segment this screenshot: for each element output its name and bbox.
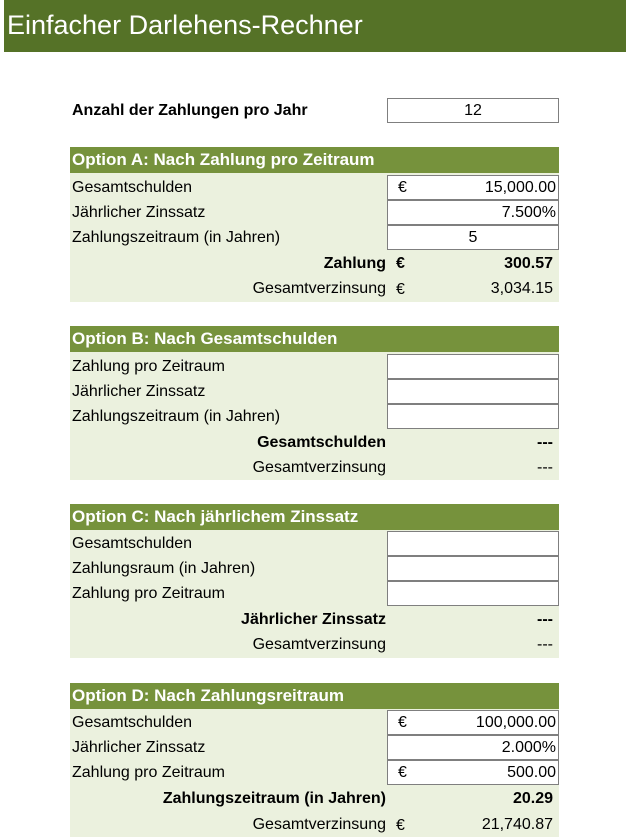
option-d-result-value: 20.29 bbox=[512, 790, 553, 807]
option-a-rate-value: 7.500% bbox=[501, 204, 556, 221]
payments-per-year-value: 12 bbox=[464, 102, 482, 119]
euro-symbol: € bbox=[396, 817, 405, 834]
option-b-interest-value: --- bbox=[537, 459, 553, 476]
option-d-interest-value: 21,740.87 bbox=[481, 816, 553, 833]
option-b-result-label: Gesamtschulden bbox=[257, 434, 386, 451]
option-c-interest-value: --- bbox=[537, 636, 553, 653]
option-b-rate-label: Jährlicher Zinssatz bbox=[72, 383, 206, 400]
option-c-result-value: --- bbox=[537, 611, 553, 628]
option-b-term-input[interactable] bbox=[387, 404, 559, 429]
euro-symbol: € bbox=[398, 764, 407, 781]
option-b-result-value: --- bbox=[537, 434, 553, 451]
page-title: Einfacher Darlehens-Rechner bbox=[4, 0, 626, 52]
option-a-rate-input[interactable] bbox=[387, 200, 559, 225]
option-a-term-value: 5 bbox=[468, 229, 478, 246]
option-b-rate-input[interactable] bbox=[387, 379, 559, 404]
option-c-header: Option C: Nach jährlichem Zinssatz bbox=[70, 504, 559, 530]
euro-symbol: € bbox=[398, 179, 407, 196]
option-c-term-input[interactable] bbox=[387, 556, 559, 581]
option-c-result-label: Jährlicher Zinssatz bbox=[241, 611, 386, 628]
option-a-debt-value: 15,000.00 bbox=[484, 179, 556, 196]
euro-symbol: € bbox=[396, 255, 405, 272]
option-a-term-input[interactable] bbox=[387, 225, 559, 250]
option-d-debt-input[interactable] bbox=[387, 710, 559, 735]
option-c-payment-label: Zahlung pro Zeitraum bbox=[72, 585, 225, 602]
option-a-result-label: Zahlung bbox=[323, 255, 386, 272]
option-d-header: Option D: Nach Zahlungsreitraum bbox=[70, 683, 559, 709]
option-a-interest-label: Gesamtverzinsung bbox=[252, 280, 386, 297]
option-c-interest-label: Gesamtverzinsung bbox=[252, 636, 386, 653]
payments-per-year-input[interactable] bbox=[387, 98, 559, 123]
payments-per-year-label: Anzahl der Zahlungen pro Jahr bbox=[72, 102, 308, 119]
option-b-header: Option B: Nach Gesamtschulden bbox=[70, 326, 559, 352]
option-c-debt-input[interactable] bbox=[387, 531, 559, 556]
euro-symbol: € bbox=[396, 281, 405, 298]
option-b-interest-label: Gesamtverzinsung bbox=[252, 459, 386, 476]
option-d-payment-label: Zahlung pro Zeitraum bbox=[72, 764, 225, 781]
option-c-payment-input[interactable] bbox=[387, 581, 559, 606]
option-c-term-label: Zahlungsraum (in Jahren) bbox=[72, 560, 256, 577]
option-d-rate-label: Jährlicher Zinssatz bbox=[72, 739, 206, 756]
option-a-debt-input[interactable] bbox=[387, 175, 559, 200]
option-a-term-label: Zahlungszeitraum (in Jahren) bbox=[72, 229, 281, 246]
option-d-rate-value: 2.000% bbox=[501, 739, 556, 756]
option-d-debt-value: 100,000.00 bbox=[475, 714, 556, 731]
option-d-result-label: Zahlungszeitraum (in Jahren) bbox=[162, 790, 386, 807]
option-b-term-label: Zahlungszeitraum (in Jahren) bbox=[72, 408, 281, 425]
euro-symbol: € bbox=[398, 714, 407, 731]
option-b-payment-label: Zahlung pro Zeitraum bbox=[72, 358, 225, 375]
option-a-header: Option A: Nach Zahlung pro Zeitraum bbox=[70, 147, 559, 173]
option-a-interest-value: 3,034.15 bbox=[490, 280, 553, 297]
option-d-interest-label: Gesamtverzinsung bbox=[252, 816, 386, 833]
option-a-rate-label: Jährlicher Zinssatz bbox=[72, 204, 206, 221]
option-d-debt-label: Gesamtschulden bbox=[72, 714, 193, 731]
option-d-payment-value: 500.00 bbox=[507, 764, 556, 781]
option-d-payment-input[interactable] bbox=[387, 760, 559, 785]
option-a-debt-label: Gesamtschulden bbox=[72, 179, 193, 196]
option-d-rate-input[interactable] bbox=[387, 735, 559, 760]
option-c-debt-label: Gesamtschulden bbox=[72, 535, 193, 552]
option-b-payment-input[interactable] bbox=[387, 354, 559, 379]
option-a-result-value: 300.57 bbox=[504, 255, 553, 272]
